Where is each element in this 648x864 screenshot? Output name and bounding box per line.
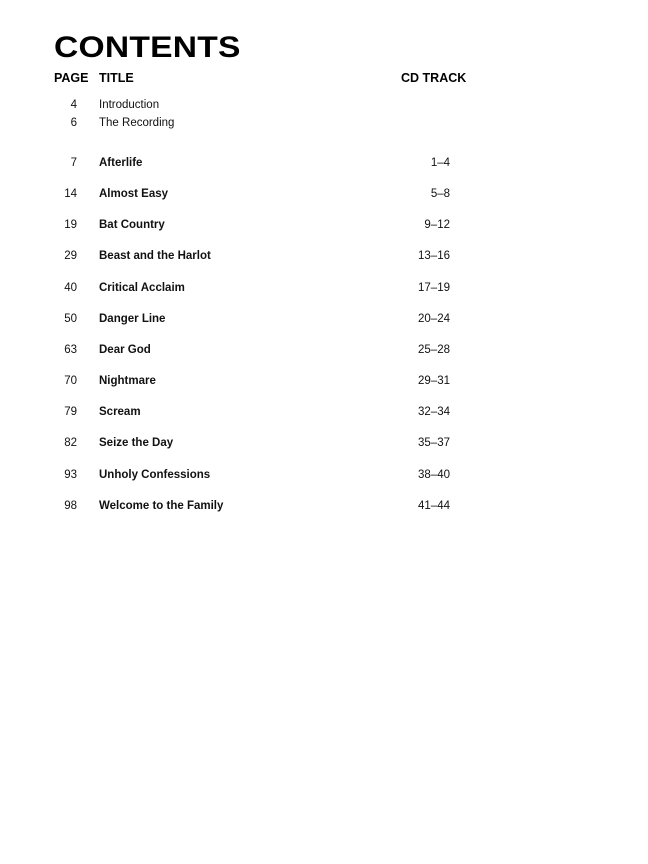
page-number: 50 (64, 313, 77, 325)
song-title: Almost Easy (99, 188, 169, 200)
song-row (0, 467, 648, 483)
song-row (0, 217, 648, 233)
page-title: CONTENTS (54, 31, 241, 64)
page-number: 79 (64, 406, 77, 418)
song-row (0, 498, 648, 514)
cd-track-range: 5–8 (430, 188, 450, 200)
song-row (0, 373, 648, 389)
song-title: Welcome to the Family (99, 500, 224, 512)
song-row (0, 435, 648, 451)
song-title: Scream (99, 406, 141, 418)
cd-track-range: 29–31 (418, 375, 450, 387)
page-number: 70 (64, 375, 77, 387)
page-number: 6 (70, 117, 77, 129)
song-title: Bat Country (99, 219, 165, 231)
page-number: 14 (64, 188, 77, 200)
cd-track-range: 35–37 (418, 437, 450, 449)
page-number: 93 (64, 469, 77, 481)
song-row (0, 404, 648, 420)
page-number: 29 (64, 250, 77, 262)
page-number: 4 (70, 99, 77, 111)
song-row (0, 186, 648, 202)
cd-track-range: 38–40 (418, 469, 450, 481)
song-row (0, 155, 648, 171)
column-header-title: TITLE (99, 71, 134, 85)
page-number: 63 (64, 344, 77, 356)
page-number: 7 (70, 157, 77, 169)
page-number: 98 (64, 500, 77, 512)
front-matter-row (0, 97, 648, 113)
song-title: Nightmare (99, 375, 156, 387)
song-title: Critical Acclaim (99, 282, 185, 294)
cd-track-range: 32–34 (418, 406, 450, 418)
cd-track-range: 1–4 (430, 157, 450, 169)
song-title: Seize the Day (99, 437, 174, 449)
cd-track-range: 17–19 (418, 282, 450, 294)
cd-track-range: 25–28 (418, 344, 450, 356)
song-title: Danger Line (99, 313, 166, 325)
cd-track-range: 13–16 (418, 250, 450, 262)
column-header-cd-track: CD TRACK (401, 71, 467, 85)
page-number: 19 (64, 219, 77, 231)
cd-track-range: 20–24 (418, 313, 450, 325)
page-number: 40 (64, 282, 77, 294)
column-header-page: PAGE (54, 71, 89, 85)
entry-title: Introduction (99, 99, 160, 111)
song-row (0, 280, 648, 296)
song-title: Unholy Confessions (99, 469, 211, 481)
cd-track-range: 41–44 (418, 500, 450, 512)
song-title: Beast and the Harlot (99, 250, 211, 262)
page-number: 82 (64, 437, 77, 449)
song-title: Afterlife (99, 157, 143, 169)
front-matter-row (0, 115, 648, 131)
song-row (0, 248, 648, 264)
song-row (0, 311, 648, 327)
song-title: Dear God (99, 344, 151, 356)
song-row (0, 342, 648, 358)
entry-title: The Recording (99, 117, 175, 129)
cd-track-range: 9–12 (424, 219, 450, 231)
